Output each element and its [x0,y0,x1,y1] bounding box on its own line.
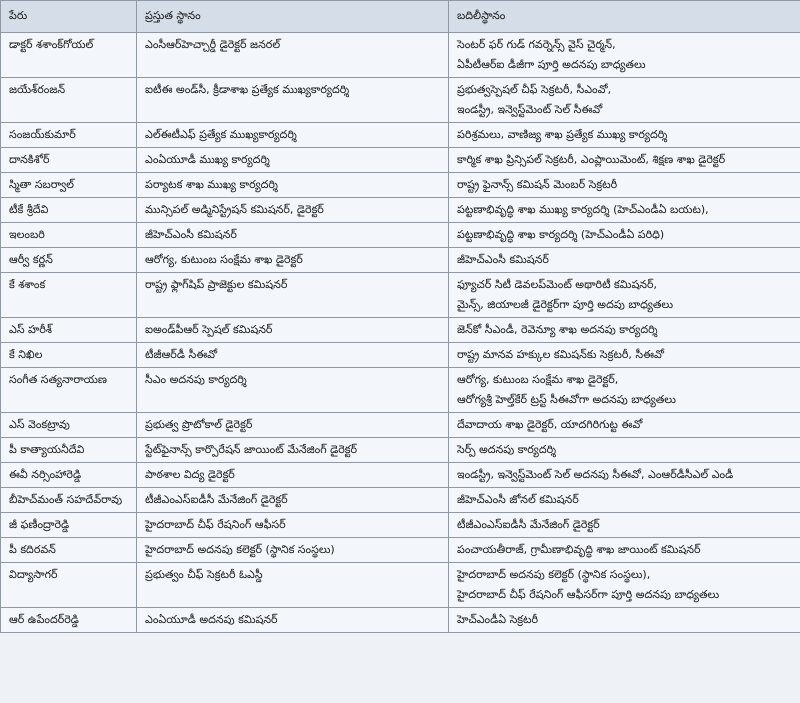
new-position-line: ఇండస్ట్రీ, ఇన్వెస్ట్‌మెంట్‌ సెల్‌ సీఈవో [457,103,603,116]
new-position-line: దేవాదాయ శాఖ డైరెక్టర్‌, యాదగిరిగుట్ట ఈవో [457,418,643,431]
new-position [449,438,800,463]
new-position-line: సెంటర్‌ ఫర్‌ గుడ్‌ గవర్నెన్స్‌ వైస్‌ చైర్మన్‌, [457,38,616,51]
table-row [1,438,800,463]
header-name: పేరు [1,1,137,33]
new-position [449,318,800,343]
table-row [1,463,800,488]
table-row [1,198,800,223]
header-row [1,1,800,33]
officer-name: విద్యాసాగర్‌ [1,563,137,608]
new-position-line: జీహెచ్‌ఎంసీ జోనల్‌ కమిషనర్‌ [457,493,579,506]
current-position: ప్రభుత్వ ప్రొటోకాల్‌ డైరెక్టర్‌ [137,413,449,438]
table-row [1,123,800,148]
current-position: స్టేట్‌ఫైనాన్స్‌ కార్పొరేషన్‌ జాయింట్‌ మేనేజింగ్‌ డైరెక్టర్‌ [137,438,449,463]
table-row [1,273,800,318]
current-position: ఎంఏయూడీ ముఖ్య కార్యదర్శి [137,148,449,173]
current-position: ఐటీఈ అండ్‌సీ, క్రీడాశాఖ ప్రత్యేక ముఖ్యకార్యదర్శి [137,78,449,123]
new-position-line: ఇండస్ట్రీ, ఇన్వెస్ట్‌మెంట్‌ సెల్‌ అదనపు సీఈవో, ఎంఆర్‌డీసీఎల్‌ ఎండీ [457,468,734,481]
table-row [1,368,800,413]
current-position: ఎంసీఆర్‌హెచ్చార్డీ డైరెక్టర్‌ జనరల్‌ [137,33,449,78]
new-position [449,488,800,513]
table-row [1,488,800,513]
officer-name: కే శశాంక [1,273,137,318]
new-position [449,608,800,633]
table-row [1,538,800,563]
current-position: హైదరాబాద్‌ చీఫ్‌ రేషనింగ్‌ ఆఫీసర్‌ [137,513,449,538]
officer-name: జీ ఫణీంద్రారెడ్డి [1,513,137,538]
table-row [1,318,800,343]
officer-name: దానకిశోర్‌ [1,148,137,173]
new-position-line: హైదరాబాద్‌ చీఫ్‌ రేషనింగ్‌ ఆఫీసర్‌గా పూర్తి అదనపు బాధ్యతలు [457,588,720,601]
header-new-position: బదిలీస్థానం [449,1,800,33]
current-position: జీహెచ్‌ఎంసీ కమిషనర్‌ [137,223,449,248]
table-row [1,343,800,368]
new-position-line: రాష్ట్ర మానవ హక్కుల కమిషన్‌కు సెక్రటరీ, సీఈవో [457,348,664,361]
officer-name: ఆర్‌ ఉపేందర్‌రెడ్డి [1,608,137,633]
current-position: ఎంఏయూడీ అదనపు కమిషనర్‌ [137,608,449,633]
table-row [1,33,800,78]
new-position [449,78,800,123]
current-position: రాష్ట్ర ఫ్లాగ్‌షిప్‌ ప్రాజెక్టుల కమిషనర్‌ [137,273,449,318]
current-position: ఎల్‌ఈటీఎఫ్‌ ప్రత్యేక ముఖ్యకార్యదర్శి [137,123,449,148]
officer-name: డాక్టర్‌ శశాంక్‌గోయల్‌ [1,33,137,78]
officer-name: సంగీత సత్యనారాయణ [1,368,137,413]
new-position-line: ఆరోగ్య, కుటుంబ సంక్షేమ శాఖ డైరెక్టర్‌, [457,373,619,386]
new-position-line: జీహెచ్‌ఎంసీ కమిషనర్‌ [457,253,549,266]
table-row [1,608,800,633]
table-row [1,223,800,248]
header-current-position: ప్రస్తుత స్థానం [137,1,449,33]
new-position-line: పట్టణాభివృద్ధి శాఖ ముఖ్య కార్యదర్శి (హెచ్‌ఎండీఏ బయట), [457,203,709,216]
new-position-line: పరిశ్రమలు, వాణిజ్య శాఖ ప్రత్యేక ముఖ్య కార్యదర్శి [457,128,668,141]
officer-name: ఆర్వీ కర్ణన్‌ [1,248,137,273]
current-position: ప్రభుత్వం చీఫ్‌ సెక్రటరీ ఓఎస్డీ [137,563,449,608]
new-position [449,343,800,368]
new-position-line: ప్రభుత్వస్పెషల్‌ చీఫ్‌ సెక్రటరీ, సీఎంవో, [457,83,612,96]
new-position-line: సెర్ప్‌ అదనపు కార్యదర్శి [457,443,557,456]
current-position: ఐఅండ్‌పీఆర్‌ స్పెషల్‌ కమిషనర్‌ [137,318,449,343]
current-position: హైదరాబాద్‌ అదనపు కలెక్టర్‌ (స్థానిక సంస్థలు) [137,538,449,563]
new-position [449,538,800,563]
new-position [449,173,800,198]
table-row [1,78,800,123]
officer-name: కే నిఖిల [1,343,137,368]
current-position: పర్యాటక శాఖ ముఖ్య కార్యదర్శి [137,173,449,198]
new-position [449,273,800,318]
new-position-line: పట్టణాభివృద్ధి శాఖ కార్యదర్శి (హెచ్‌ఎండీఏ పరిధి) [457,228,665,241]
officer-name: ఈవీ నర్సింహారెడ్డి [1,463,137,488]
new-position-line: ఫ్యూచర్‌ సిటీ డెవలప్‌మెంట్‌ అథారిటీ కమిషనర్‌, [457,278,658,291]
officer-name: జయేశ్‌రంజన్‌ [1,78,137,123]
new-position [449,563,800,608]
table-row [1,148,800,173]
current-position: పాఠశాల విద్య డైరెక్టర్‌ [137,463,449,488]
new-position-line: టీజీఎంఎస్‌ఐడీసీ మేనేజింగ్‌ డైరెక్టర్‌ [457,518,600,531]
new-position-line: రాష్ట్ర ఫైనాన్స్‌ కమిషన్‌ మెంబర్‌ సెక్రటరీ [457,178,618,191]
table-row [1,513,800,538]
new-position [449,148,800,173]
new-position [449,413,800,438]
officer-name: టీకే శ్రీదేవి [1,198,137,223]
current-position: ఆరోగ్య, కుటుంబ సంక్షేమ శాఖ డైరెక్టర్‌ [137,248,449,273]
new-position-line: ఆరోగ్యశ్రీ హెల్త్‌కేర్‌ ట్రస్ట్‌ సీఈవోగా అదనపు బాధ్యతలు [457,393,676,406]
new-position-line: మైన్స్‌, జియాలజీ డైరెక్టర్‌గా పూర్తి అదపు బాధ్యతలు [457,298,674,311]
current-position: సీఎం అదనపు కార్యదర్శి [137,368,449,413]
new-position [449,513,800,538]
officer-name: సంజయ్‌కుమార్‌ [1,123,137,148]
table-row [1,413,800,438]
new-position-line: కార్మిక శాఖ ప్రిన్సిపల్‌ సెక్రటరీ, ఎంప్లాయిమెంట్‌, శిక్షణ శాఖ డైరెక్టర్‌ [457,153,726,166]
new-position [449,123,800,148]
new-position-line: పంచాయతీరాజ్‌, గ్రామీణాభివృద్ధి శాఖ జాయింట్‌ కమిషనర్‌ [457,543,701,556]
new-position [449,368,800,413]
new-position [449,198,800,223]
officer-name: బీహెచ్‌మంత్‌ సహదేవ్‌రావు [1,488,137,513]
new-position [449,248,800,273]
officer-name: స్మితా సబర్వాల్‌ [1,173,137,198]
new-position-line: ఏపీటీఆర్‌ఐ డీజీగా పూర్తి అదనపు బాధ్యతలు [457,58,646,71]
new-position [449,223,800,248]
officer-name: పీ కాత్యాయనీదేవి [1,438,137,463]
officer-name: ఎస్‌ వెంకట్రావు [1,413,137,438]
current-position: టీజీఆర్‌డీ సీఈవో [137,343,449,368]
officer-name: ఇలంబరి [1,223,137,248]
officer-name: ఎస్‌ హరీశ్‌ [1,318,137,343]
table-row [1,248,800,273]
table-row [1,563,800,608]
current-position: టీజీఎంఎస్‌ఐడీసీ మేనేజింగ్‌ డైరెక్టర్‌ [137,488,449,513]
new-position-line: హైదరాబాద్‌ అదనపు కలెక్టర్‌ (స్థానిక సంస్థలు), [457,568,651,581]
table-row [1,173,800,198]
new-position [449,463,800,488]
officer-name: పీ కదిరవన్‌ [1,538,137,563]
new-position-line: హెచ్‌ఎండీఏ సెక్రటరీ [457,613,539,626]
new-position [449,33,800,78]
new-position-line: జెన్‌కో సీఎండీ, రెవెన్యూ శాఖ అదనపు కార్యదర్శి [457,323,658,336]
current-position: మున్సిపల్‌ అడ్మినిస్ట్రేషన్‌ కమిషనర్‌, డైరెక్టర్‌ [137,198,449,223]
